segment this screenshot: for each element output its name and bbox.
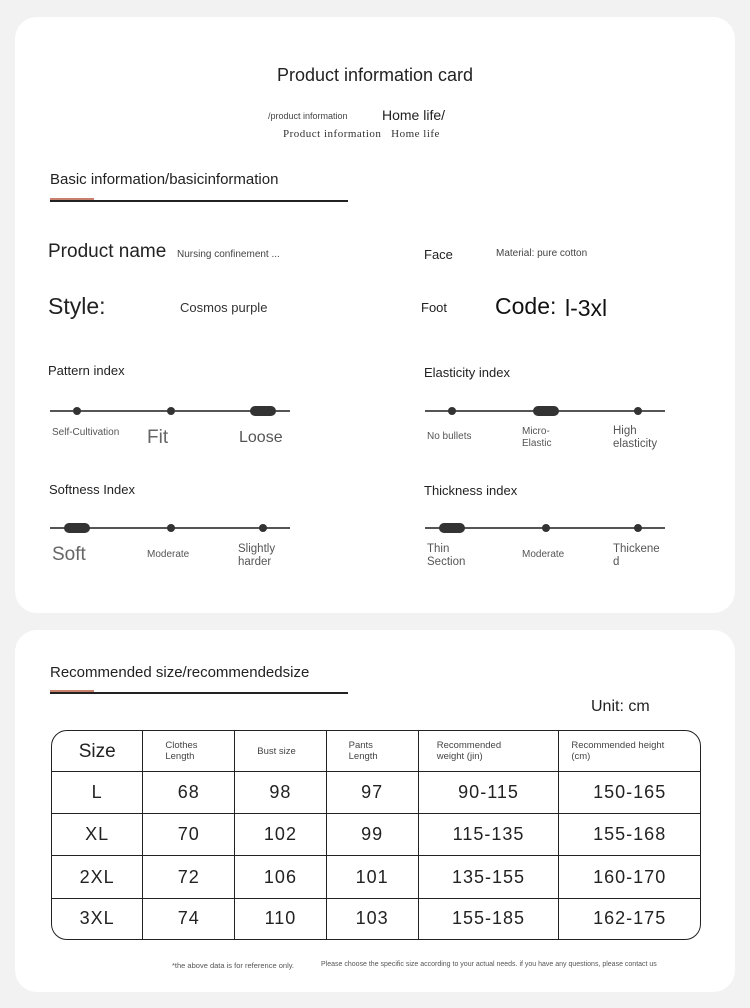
section-accent-bar [50,198,94,200]
table-cell: 90-115 [419,772,560,814]
elasticity-option-marker [634,407,642,415]
basic-section-title: Basic information/basicinformation [50,171,279,188]
thickness-selected-marker [439,523,465,533]
section-divider [50,200,348,202]
subtitle-serif: Product information Home life [283,128,440,140]
column-header: Bust size [235,731,326,772]
table-cell: 115-135 [419,814,560,856]
table-cell: 68 [143,772,235,814]
size-table [51,730,701,940]
softness-option-label: Soft [52,544,86,565]
elasticity-option-label: High elasticity [613,425,658,450]
table-cell: 160-170 [559,856,700,898]
product-name-label-wrap [48,241,173,263]
pattern-option-label: Loose [239,429,283,446]
foot-label: Foot [421,300,448,315]
section-accent-bar [50,690,94,692]
thickness-option-label: Thin Section [427,543,466,568]
table-cell: 99 [327,814,419,856]
table-cell: 2XL [52,856,143,898]
pattern-selected-marker [250,406,276,416]
product-name-value: Nursing confinement ... [177,249,280,260]
table-cell: 74 [143,899,235,939]
elasticity-selected-marker [533,406,559,416]
table-row [52,899,700,939]
column-header: Pants Length [327,731,419,772]
thickness-option-marker [542,524,550,532]
table-row [52,856,700,898]
elasticity-option-label: Micro-Elastic [522,426,552,449]
elasticity-option-label: No bullets [427,431,472,442]
style-label: Style: [48,293,106,319]
table-cell: 98 [235,772,326,814]
code-value: l-3xl [565,295,608,321]
style-value: Cosmos purple [180,300,268,315]
thickness-option-label: Moderate [522,549,565,560]
face-label: Face [424,247,453,262]
table-row [52,814,700,856]
table-cell: L [52,772,143,814]
elasticity-option-marker [448,407,456,415]
subtitle-mid: Home life/ [382,107,446,123]
pattern-option-marker [73,407,81,415]
table-cell: 155-168 [559,814,700,856]
softness-option-marker [259,524,267,532]
softness-index-title: Softness Index [49,482,135,497]
section-divider [50,692,348,694]
product-name-label: Product name [48,241,167,262]
table-cell: 155-185 [419,899,560,939]
pattern-option-label: Fit [147,427,169,448]
size-chart-card [15,630,735,992]
size-section-title: Recommended size/recommendedsize [50,664,310,681]
table-cell: 106 [235,856,326,898]
thickness-option-marker [634,524,642,532]
table-cell: 70 [143,814,235,856]
softness-selected-marker [64,523,90,533]
softness-option-label: Slightly harder [238,543,276,568]
pattern-index-title: Pattern index [48,363,125,378]
table-cell: 102 [235,814,326,856]
table-cell: 101 [327,856,419,898]
footnote-reference: *the above data is for reference only. [172,961,295,970]
pattern-option-label: Self-Cultivation [52,427,120,438]
unit-label: Unit: cm [591,698,650,715]
elasticity-index-title: Elasticity index [424,365,510,380]
thickness-index-title: Thickness index [424,483,518,498]
table-cell: XL [52,814,143,856]
code-label: Code: [495,293,557,319]
face-value: Material: pure cotton [496,248,588,259]
subtitle-small: /product information [268,111,348,121]
table-cell: 162-175 [593,908,667,929]
table-cell: 135-155 [419,856,560,898]
table-header-row [52,731,700,772]
softness-option-label: Moderate [147,549,190,560]
card-title: Product information card [276,65,474,85]
thickness-option-label: Thickene d [613,543,660,568]
softness-option-marker [167,524,175,532]
footnote-contact: Please choose the specific size according to your actual needs. if you have any questions, please contact us [321,961,657,968]
table-cell: 110 [235,899,326,939]
table-cell: 97 [327,772,419,814]
table-row [52,772,700,814]
table-cell: 103 [327,899,419,939]
table-cell: 72 [143,856,235,898]
column-header: Recommended height (cm) [559,731,700,772]
column-header: Size [52,731,143,772]
pattern-option-marker [167,407,175,415]
column-header: Clothes Length [143,731,235,772]
column-header: Recommended weight (jin) [419,731,560,772]
product-info-card [15,17,735,613]
table-cell: 150-165 [559,772,700,814]
table-cell: 3XL [52,899,143,939]
